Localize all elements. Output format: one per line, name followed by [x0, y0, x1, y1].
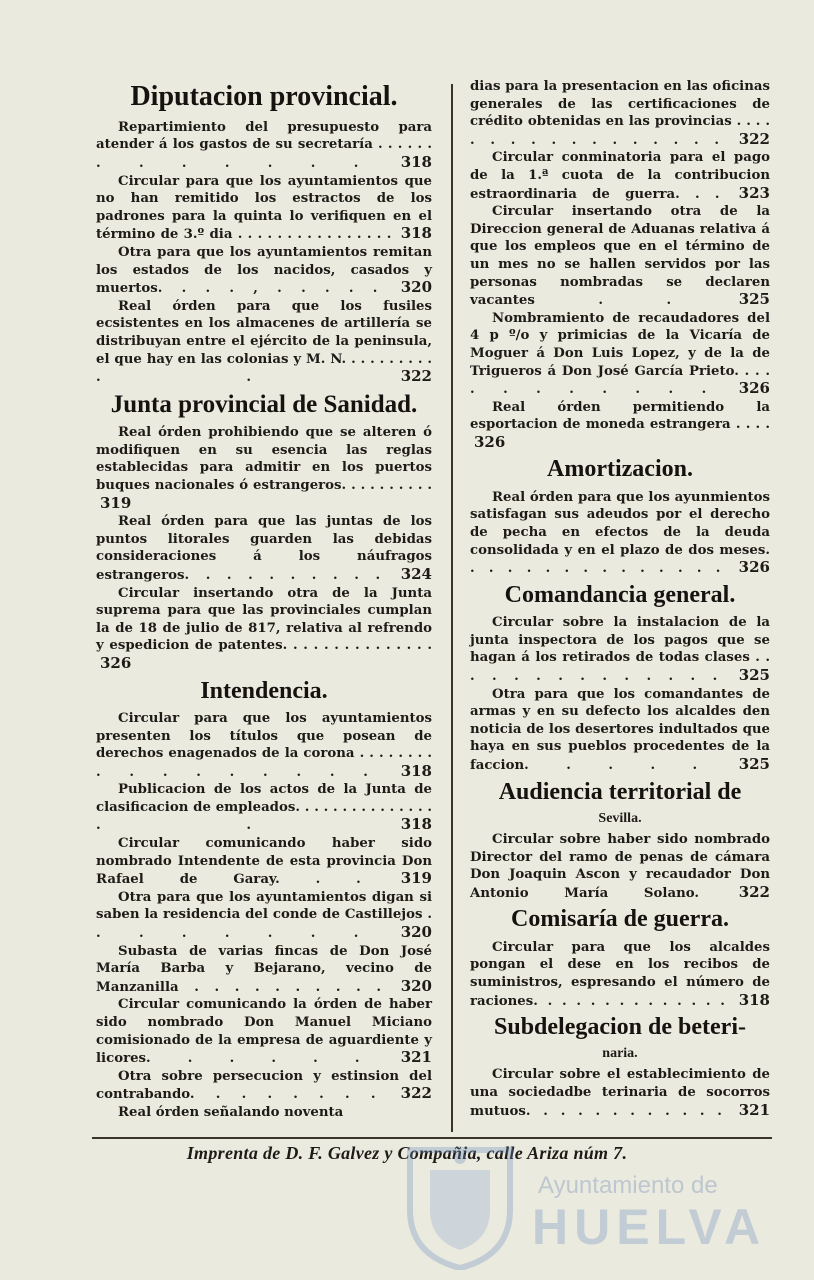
entry-text: Real órden prohibiendo que se alteren ó modifiquen en su esencia las reglas establecidas para admitir en los puertos buques nacionales ó estrangeros. . . . . . . . . . [96, 425, 432, 493]
index-entry [96, 513, 432, 584]
index-entry [96, 781, 432, 835]
entry-text: Subasta de varias fincas de Don José María Barba y Bejarano, vecino de Manzanilla . . . . . . . . . . [96, 943, 432, 995]
page-number: 324 [400, 564, 432, 583]
page-number: 318 [400, 152, 432, 171]
entry-text: Real órden señalando noventa [118, 1104, 344, 1120]
index-entry [96, 1104, 432, 1122]
entry-text: Real órden para que los ayunmientos satisfagan sus adeudos por el derecho de pecha en efectos de la deuda consolidada y en el plazo de dos meses. . . . . . . . . . . . . . . [470, 489, 770, 577]
page-number: 318 [400, 224, 432, 243]
entry-text: Otra para que los comandantes de armas y en su defecto los alcaldes den noticia de los desertores indultados que haya en sus pueblos procedentes de la faccion. . . . . [470, 686, 770, 773]
footer-rule [92, 1137, 772, 1139]
page-number: 322 [400, 367, 432, 386]
index-entry [470, 78, 770, 149]
index-entry [470, 686, 770, 775]
entry-text: Otra para que los ayuntamientos remitan los estados de los nacidos, casados y muertos. . . . , . . . . . [96, 244, 432, 297]
entry-text: Circular para que los ayuntamientos que no han remitido los estractos de los padrones para la quinta lo verifiquen en el término de 3.º dia . . . . . . . . . . . . . . . . [96, 173, 432, 243]
index-entry [96, 298, 432, 387]
index-entry [470, 399, 770, 453]
entry-text: Circular sobre la instalacion de la junta inspectora de los pagos que se hagan á los retirados de todas clases . . . . . . . . . . . . . . [470, 615, 770, 684]
page-number: 325 [738, 290, 770, 309]
page-number: 318 [738, 990, 770, 1009]
column-divider [451, 84, 453, 1132]
section-subheading: Sevilla. [598, 810, 642, 826]
right-column [470, 78, 770, 1120]
page-number: 318 [400, 761, 432, 780]
entry-text: Real órden para que las juntas de los puntos litorales guarden las debidas consideraciones á los náufragos estrangeros. . . . . . . . . . [96, 514, 432, 583]
entry-text: Circular insertando otra de la Direccion general de Aduanas relativa á que los empleos que en el término de un mes no se hallen servidos por las personas nombradas se declaren vacantes . . [470, 204, 770, 309]
page-number: 326 [738, 379, 770, 398]
section-heading: Audiencia territorial de [498, 778, 742, 805]
index-entry [96, 585, 432, 674]
section-heading: Intendencia. [200, 677, 328, 704]
page-number: 326 [100, 653, 132, 672]
entry-text: Circular conminatoria para el pago de la 1.ª cuota de la contribucion estraordinaria de guerra. . . [470, 150, 770, 202]
index-entry [470, 1066, 770, 1120]
page-number: 325 [738, 666, 770, 684]
index-entry [470, 939, 770, 1010]
page-number: 321 [400, 1048, 432, 1067]
index-entry [470, 614, 770, 685]
index-entry [470, 489, 770, 578]
section-heading: Subdelegacion de beteri- [494, 1014, 746, 1041]
page-number: 322 [738, 882, 770, 901]
section-heading: Amortizacion. [547, 456, 693, 483]
page-number: 323 [738, 183, 770, 202]
section-heading: Comisaría de guerra. [511, 906, 729, 933]
entry-text: Nombramiento de recaudadores del 4 p º/o y primicias de la Vicaría de Moguer á Don Luis Lopez, y de la de Trigueros á Don José García Prieto. . . . . . . . . . . . [470, 310, 770, 398]
entry-text: Publicacion de los actos de la Junta de clasificacion de empleados. . . . . . . . . . . . . . . . . [96, 782, 432, 834]
entry-text: Circular para que los alcaldes pongan el dese en los recibos de suministros, espresando el número de raciones. . . . . . . . . . . . . . [470, 939, 770, 1009]
printer-imprint: Imprenta de D. F. Galvez y Compañia, calle Ariza núm 7. [186, 1143, 628, 1163]
entry-text: Otra sobre persecucion y estinsion del contrabando. . . . . . . . [96, 1068, 432, 1103]
index-entry [96, 889, 432, 943]
page-number: 319 [100, 493, 132, 512]
index-entry [470, 831, 770, 902]
left-column [96, 78, 432, 1122]
entry-text: Circular sobre haber sido nombrado Director del ramo de penas de cámara Don Joaquin Ascon y recaudador Don Antonio María Solano. [470, 831, 770, 901]
entry-text: Circular para que los ayuntamientos presenten los títulos que posean de derechos enagenados de la corona . . . . . . . . . . . . . . . . . [96, 710, 432, 780]
entry-text: Otra para que los ayuntamientos digan si saben la residencia del conde de Castillejos . . . . . . . . [96, 889, 432, 942]
page-number: 318 [400, 815, 432, 834]
entry-text: Circular sobre el establecimiento de una sociedadbe terinaria de socorros mutuos. . . . . . . . . . . . [470, 1067, 770, 1119]
index-entry [470, 203, 770, 310]
watermark-line-2: HUELVA [532, 1199, 767, 1255]
index-entry [96, 1068, 432, 1104]
index-entry [96, 119, 432, 173]
page-number: 322 [400, 1084, 432, 1103]
entry-text: Repartimiento del presupuesto para atender á los gastos de su secretaría . . . . . . . . . . . . . [96, 119, 432, 171]
index-entry [96, 710, 432, 781]
index-entry [470, 310, 770, 399]
page-number: 320 [400, 923, 432, 942]
entry-text: Real órden permitiendo la esportacion de moneda estrangera . . . . [470, 399, 770, 433]
entry-text: Real órden para que los fusiles ecsistentes en los almacenes de artillería se distribuyan entre el ejército de la peninsula, el que hay en las colonias y M. N. . . . . . . . . . . . [96, 298, 432, 386]
index-entry [96, 943, 432, 997]
section-heading: Diputacion provincial. [130, 81, 398, 112]
page-number: 320 [400, 278, 433, 297]
page-number: 325 [738, 754, 770, 773]
section-heading: Junta provincial de Sanidad. [110, 390, 418, 418]
page-number: 319 [400, 869, 432, 888]
index-entry [96, 996, 432, 1067]
index-entry [470, 149, 770, 203]
entry-text: Circular comunicando la órden de haber sido nombrado Don Manuel Miciano comisionado de la empresa de aguardiente y licores. . . . . . [96, 997, 432, 1067]
index-entry [96, 173, 432, 244]
section-heading: Comandancia general. [504, 581, 736, 608]
section-subheading: naria. [602, 1046, 638, 1062]
page-number: 326 [474, 432, 506, 451]
page-number: 326 [738, 558, 770, 577]
page-number: 322 [738, 129, 770, 148]
entry-text: Circular comunicando haber sido nombrado Intendente de esta provincia Don Rafael de Garay. . . [96, 836, 432, 888]
entry-text: Circular insertando otra de la Junta suprema para que las provinciales cumplan la de 18 de julio de 817, relativa al refrendo y espedicion de patentes. . . . . . . . . . . . . . . [96, 585, 432, 654]
index-entry [96, 424, 432, 513]
index-entry [96, 835, 432, 889]
page-number: 321 [738, 1100, 771, 1119]
page-number: 320 [400, 976, 432, 995]
watermark-line-1: Ayuntamiento de [538, 1172, 718, 1199]
entry-text: dias para la presentacion en las oficinas generales de las certificaciones de crédito obtenidas en las provincias . . . . . . . . . . . . . . . . . [470, 79, 770, 148]
index-entry [96, 244, 432, 298]
